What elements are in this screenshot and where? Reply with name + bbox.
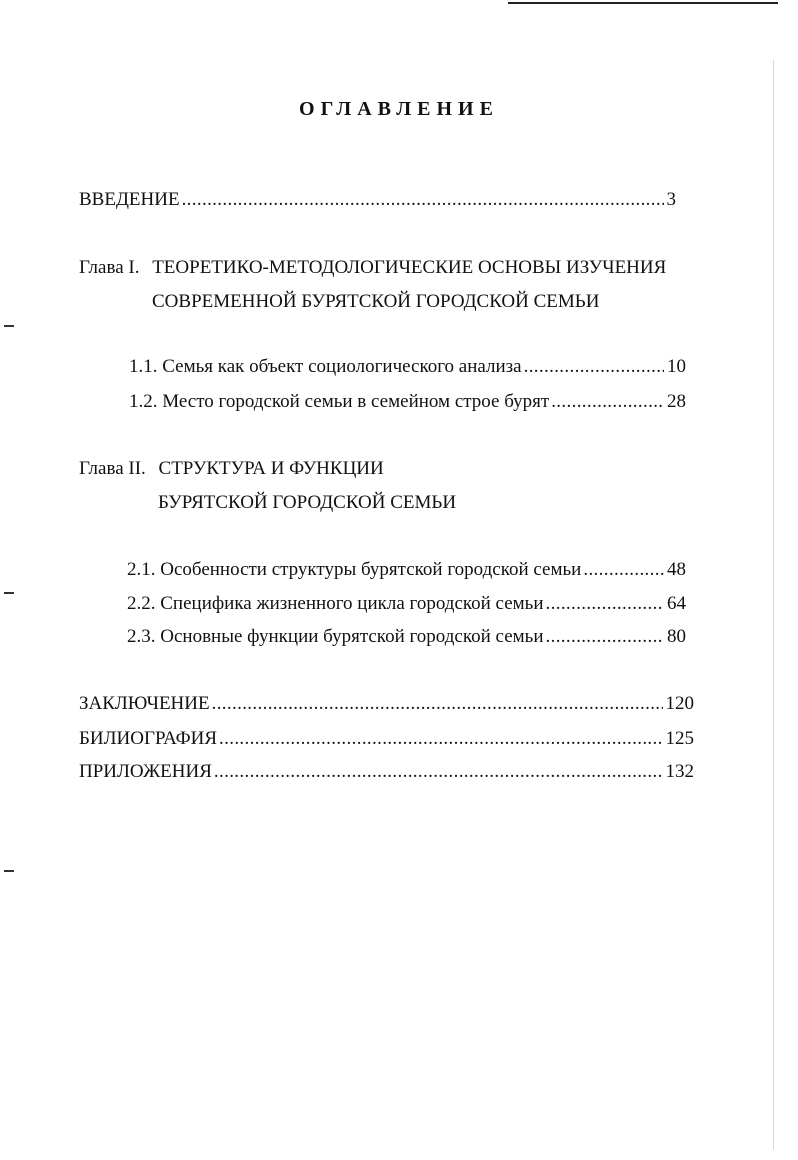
toc-section-1-2[interactable] [129,390,686,414]
page-title: ОГЛАВЛЕНИЕ [299,98,499,120]
toc-entry-page: 10 [667,356,686,377]
toc-chapter-1[interactable] [79,251,666,285]
scan-mark [4,592,14,594]
toc-entry-page: 125 [665,728,694,749]
toc-leader-dots [551,390,664,414]
toc-entry-label: 1.1. Семья как объект социологического анализа [129,356,522,377]
toc-leader-dots [214,760,663,784]
toc-chapter-1-line2 [152,285,599,319]
toc-entry-page: 48 [667,559,686,580]
chapter-title-line1: СТРУКТУРА И ФУНКЦИИ [158,458,384,479]
toc-leader-dots [546,625,665,649]
toc-entry-bibliography[interactable] [79,727,694,751]
toc-entry-label: 2.3. Основные функции бурятской городской семьи [127,626,544,647]
toc-leader-dots [524,355,664,379]
toc-entry-intro[interactable] [79,188,676,212]
toc-entry-conclusion[interactable] [79,692,694,716]
toc-leader-dots [219,727,662,751]
scan-border-line [508,2,778,4]
toc-section-2-3[interactable] [127,625,686,649]
toc-entry-page: 28 [667,391,686,412]
toc-chapter-2[interactable] [79,452,384,486]
toc-entry-label: ЗАКЛЮЧЕНИЕ [79,693,210,714]
toc-chapter-2-line2 [158,486,456,520]
scan-mark [4,870,14,872]
toc-entry-label: 1.2. Место городской семьи в семейном строе бурят [129,391,550,412]
toc-entry-appendices[interactable] [79,760,694,784]
chapter-number: Глава II. [79,458,146,479]
toc-leader-dots [583,558,664,582]
toc-entry-label: ПРИЛОЖЕНИЯ [79,761,212,782]
scan-mark [4,325,14,327]
toc-section-2-2[interactable] [127,592,686,616]
chapter-number: Глава I. [79,257,140,278]
toc-entry-page: 3 [666,189,676,210]
toc-leader-dots [212,692,663,716]
toc-entry-page: 64 [667,593,686,614]
toc-section-1-1[interactable] [129,355,686,379]
chapter-title-line1: ТЕОРЕТИКО-МЕТОДОЛОГИЧЕСКИЕ ОСНОВЫ ИЗУЧЕНИЯ [152,257,667,278]
chapter-title-line2: СОВРЕМЕННОЙ БУРЯТСКОЙ ГОРОДСКОЙ СЕМЬИ [152,291,600,312]
toc-section-2-1[interactable] [127,558,686,582]
toc-leader-dots [182,188,664,212]
toc-entry-page: 80 [667,626,686,647]
toc-entry-label: 2.2. Специфика жизненного цикла городской семьи [127,593,544,614]
scan-edge-line [773,60,774,1150]
toc-leader-dots [546,592,664,616]
toc-entry-label: БИЛИОГРАФИЯ [79,728,218,749]
chapter-title-line2: БУРЯТСКОЙ ГОРОДСКОЙ СЕМЬИ [158,492,457,513]
toc-entry-page: 120 [665,693,694,714]
toc-entry-label: 2.1. Особенности структуры бурятской городской семьи [127,559,582,580]
toc-entry-page: 132 [665,761,694,782]
toc-entry-label: ВВЕДЕНИЕ [79,189,180,210]
